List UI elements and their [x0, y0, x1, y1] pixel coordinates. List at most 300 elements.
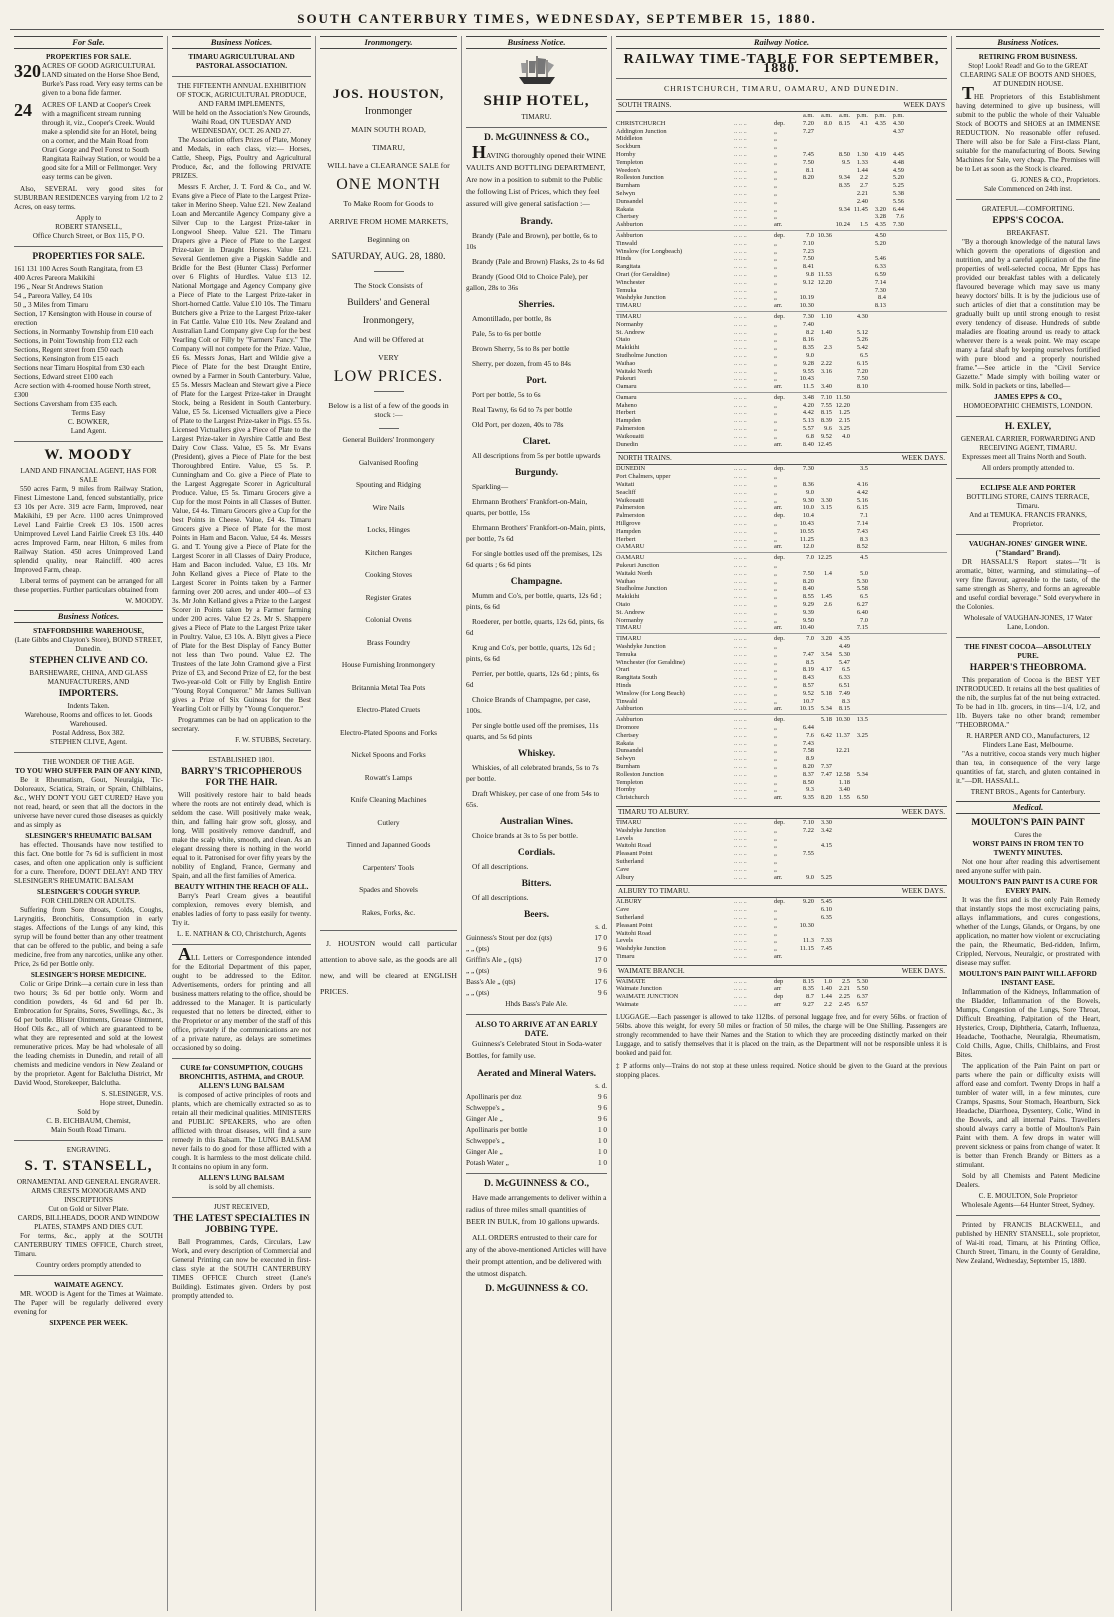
- train-time: 11.45: [853, 205, 868, 213]
- train-time: 5.18: [820, 689, 832, 697]
- train-time: [868, 394, 886, 402]
- train-time: [850, 248, 868, 256]
- leader-dots: .. .. ..: [734, 527, 747, 535]
- train-time: [886, 441, 904, 449]
- table-row: [616, 690, 947, 698]
- spacer: [774, 112, 796, 120]
- stock-item: Register Grates: [365, 592, 412, 602]
- train-time: [850, 651, 868, 659]
- station-name: TIMARU: [616, 818, 642, 826]
- item-price: [598, 1137, 607, 1146]
- ad-title: S. T. STANSELL,: [24, 1158, 153, 1174]
- train-time: [886, 279, 904, 287]
- dep-arr: arr.: [774, 383, 783, 391]
- train-time: 12.58: [835, 770, 850, 778]
- north-trains-table: [616, 465, 947, 801]
- station-name: Rakaia: [616, 205, 634, 213]
- train-time: [814, 624, 832, 632]
- train-time: 6.57: [856, 1001, 868, 1009]
- train-time: [832, 601, 850, 609]
- train-time: 11.37: [835, 731, 850, 739]
- train-time: 5.58: [856, 585, 868, 593]
- price-line: Whiskies, of all celebrated brands, 5s to 7s per bottle.: [466, 763, 599, 783]
- leader-dots: .. .. ..: [734, 562, 747, 570]
- dep-arr: dep.: [774, 393, 785, 401]
- train-time: 7.43: [856, 527, 868, 535]
- ad-signature: Wholesale of VAUGHAN-JONES, 17 Water Lane, London.: [963, 614, 1093, 631]
- stock-item: Electro-Plated Spoons and Forks: [339, 727, 438, 737]
- train-time: 2.40: [856, 197, 868, 205]
- ad-text: "As a nutritive, cocoa stands very much higher than tea, in consequence of the very large quantities of fat, starch, and gluten contained in it."—DR. HASSALL.: [956, 750, 1100, 785]
- table-row: [616, 732, 947, 740]
- train-time: [886, 294, 904, 302]
- ad-text: All orders promptly attended to.: [981, 464, 1075, 472]
- train-time: 7.30: [892, 221, 904, 229]
- price-section: [466, 880, 607, 903]
- train-time: [850, 263, 868, 271]
- price-section: [466, 301, 607, 369]
- stock-item: Tinned and Japanned Goods: [346, 840, 431, 849]
- train-time: [850, 441, 868, 449]
- table-row: [616, 945, 947, 953]
- dep-arr: dep: [774, 977, 784, 985]
- train-time: [796, 716, 814, 724]
- train-time: [814, 850, 832, 858]
- train-time: [868, 417, 886, 425]
- train-time: [814, 465, 832, 473]
- table-row: [616, 159, 947, 167]
- dep-arr: „: [774, 278, 777, 286]
- price-pence: 0: [603, 956, 607, 964]
- leader-dots: .. .. ..: [734, 689, 747, 697]
- train-time: 9.27: [802, 1001, 814, 1009]
- train-time: 7.20: [802, 119, 814, 127]
- train-time: 8.52: [856, 543, 868, 551]
- train-time: [886, 240, 904, 248]
- property-line: 50 „ 3 Miles from Timaru: [14, 301, 89, 309]
- train-time: 2.22: [820, 359, 832, 367]
- train-time: 1.44: [856, 166, 868, 174]
- train-time: [832, 489, 850, 497]
- ad-title: BARRY'S TRICOPHEROUS FOR THE HAIR.: [181, 767, 302, 788]
- train-time: 5.47: [838, 658, 850, 666]
- ad-text: The Stock Consists of: [354, 281, 423, 290]
- train-time: [832, 271, 850, 279]
- ad-text: Suffering from Sore throats, Colds, Coughs, Laryngitis, Bronchitis, Consumption in early stages. Affections of the Lungs of any kind, this syrup will be found better than any other treatment that can be offered to the public, and being a safe medicine, free from any narcotics, unlike any other. Price, 2s 6d per Bottle only.: [14, 906, 163, 968]
- dep-arr: „: [774, 432, 777, 440]
- ad-text: Beginning on: [367, 235, 410, 244]
- train-time: 9.30: [802, 496, 814, 504]
- dep-arr: arr.: [774, 504, 783, 512]
- train-time: 5.30: [856, 977, 868, 985]
- station-name: Selwyn: [616, 755, 636, 763]
- dep-arr: „: [774, 189, 777, 197]
- ad-text: "By a thorough knowledge of the natural laws which govern the operations of digestion and nutrition, and by a careful application of the fine properties of well-selected cocoa, Mr Epps has provided our breakfast tables with a delicately flavoured beverage which may save us many heavy doctors' bills. It is by the judicious use of such articles of diet that a constitution may be gradually built up until strong enough to resist every tendency of disease. Hundreds of subtle maladies are floating around us ready to attack wherever there is a weak point. We may escape many a fatal shaft by keeping ourselves fortified with pure blood and a properly nourished frame."—See article in the "Civil Service Gazette." Made simply with boiling water or milk. Sold in packets or tins, labelled—: [956, 238, 1100, 390]
- column-heading: Ironmongery.: [320, 36, 457, 49]
- train-time: [814, 159, 832, 167]
- leader-dots: .. .. ..: [734, 213, 747, 221]
- lot-number: 24: [14, 100, 32, 120]
- leader-dots: .. .. ..: [734, 674, 747, 682]
- price-line: Hhds Bass's Pale Ale.: [505, 1000, 568, 1008]
- station-name: Christchurch: [616, 794, 650, 802]
- train-time: 6.5: [860, 351, 868, 359]
- train-time: [850, 294, 868, 302]
- station-name: Hinds: [616, 255, 632, 263]
- table-row: [616, 585, 947, 593]
- train-time: 7.0: [806, 554, 814, 562]
- train-time: [832, 321, 850, 329]
- station-name: Levels: [616, 937, 634, 945]
- train-time: 7.30: [802, 312, 814, 320]
- ad-text: is composed of active principles of roots and plants, which are chemically extracted so as to retain all their medicinal qualities. MINISTERS and PUBLIC SPEAKERS, who are often afflicted with throat diseases, will find a sure remedy in this Balsam. The LUNG BALSAM never fails to do good for those afflicted with a cough. It is harmless to the most delicate child. It contains no opium in any form.: [172, 1091, 311, 1171]
- dep-arr: arr.: [774, 543, 783, 551]
- leader-dots: .. .. ..: [734, 351, 747, 359]
- divider: [374, 271, 404, 272]
- stock-item: Spouting and Ridging: [356, 480, 421, 489]
- ad-title: SIXPENCE PER WEEK.: [49, 1319, 128, 1327]
- train-time: [832, 302, 850, 310]
- train-time: 9.29: [802, 601, 814, 609]
- table-row: [616, 633, 947, 643]
- item-name: Ginger Ale „: [466, 1115, 503, 1123]
- divider: [172, 1058, 311, 1059]
- columns: [10, 36, 1104, 1611]
- station-name: Normanby: [616, 616, 644, 624]
- train-time: 1.18: [838, 778, 850, 786]
- station-name: Waikouaiti: [616, 432, 644, 440]
- train-time: 6.33: [874, 263, 886, 271]
- table-row: [616, 425, 947, 433]
- price-line: Roederer, per bottle, quarts, 12s 6d, pints, 6s 6d: [466, 617, 604, 637]
- leader-dots: .. .. ..: [734, 150, 747, 158]
- table-row: [616, 336, 947, 344]
- train-time: 11.53: [817, 270, 832, 278]
- train-time: [850, 240, 868, 248]
- dep-arr: arr.: [774, 794, 783, 802]
- train-time: [832, 240, 850, 248]
- train-time: [814, 128, 832, 136]
- property-list: [14, 265, 163, 409]
- station-name: Dunsandel: [616, 747, 644, 755]
- train-time: 7.50: [802, 255, 814, 263]
- train-time: 10.36: [817, 231, 832, 239]
- train-time: 8.55: [802, 593, 814, 601]
- price-pence: 0: [603, 934, 607, 942]
- station-name: Waimate Junction: [616, 985, 662, 993]
- train-time: 8.3: [842, 697, 850, 705]
- dep-arr: „: [774, 127, 777, 135]
- dep-arr: „: [774, 286, 777, 294]
- train-time: [814, 263, 832, 271]
- table-row: [616, 682, 947, 690]
- train-time: 2.21: [856, 189, 868, 197]
- train-time: 7.10: [820, 393, 832, 401]
- table-row: [616, 643, 947, 651]
- train-time: [886, 383, 904, 391]
- train-time: 9.39: [802, 608, 814, 616]
- station-name: Sockburn: [616, 143, 641, 151]
- ad-title: HARPER'S THEOBROMA.: [969, 663, 1087, 673]
- dep-arr: „: [774, 359, 777, 367]
- divider: [14, 752, 163, 753]
- water-list: [466, 1093, 607, 1168]
- dep-arr: „: [774, 747, 777, 755]
- leader-dots: .. .. ..: [734, 762, 747, 770]
- table-row: [616, 866, 947, 874]
- train-time: [832, 143, 850, 151]
- leader-dots: .. .. ..: [734, 320, 747, 328]
- train-time: [868, 190, 886, 198]
- ad-text: Land Agent.: [70, 427, 107, 435]
- price-line: Choice brands at 3s to 5s per bottle.: [472, 831, 578, 840]
- column-heading: Business Notice.: [466, 36, 607, 49]
- price-shillings: 17: [594, 978, 602, 986]
- station-name: St. Andrew: [616, 328, 645, 336]
- train-time: 6.33: [838, 674, 850, 682]
- train-time: 10.40: [799, 624, 814, 632]
- train-time: 1.10: [820, 312, 832, 320]
- leader-dots: .. .. ..: [734, 569, 747, 577]
- train-time: [832, 167, 850, 175]
- dep-arr: arr.: [774, 302, 783, 310]
- train-time: 7.40: [802, 320, 814, 328]
- train-time: [850, 698, 868, 706]
- train-time: 8.16: [802, 336, 814, 344]
- table-label: NORTH TRAINS.: [618, 454, 672, 463]
- station-name: Washdyke Junction: [616, 826, 666, 834]
- ad-text: Below is a list of a few of the goods in stock :—: [328, 401, 449, 419]
- train-time: [814, 481, 832, 489]
- ad-text: The Association offers Prizes of Plate, Money and Medals, in each class, viz:— Horses, Cattle, Sheep, Pigs, Poultry and Agricultural Produce, &c, and the following PRIVATE PRIZES.: [172, 136, 311, 180]
- train-time: [814, 779, 832, 787]
- dep-arr: „: [774, 270, 777, 278]
- train-time: 8.40: [802, 440, 814, 448]
- table-row: [616, 937, 947, 945]
- dep-arr: „: [774, 834, 777, 842]
- train-time: 10.15: [799, 705, 814, 713]
- station-name: Dunsandel: [616, 197, 644, 205]
- item-price: [598, 945, 607, 954]
- train-time: 5.45: [820, 898, 832, 906]
- spacer: [616, 112, 734, 120]
- station-name: Waitaki North: [616, 569, 653, 577]
- table-row: [616, 666, 947, 674]
- dep-arr: „: [774, 197, 777, 205]
- item-price: [598, 1093, 607, 1102]
- table-row: [616, 609, 947, 617]
- price-line: Ehrmann Brothers' Frankfort-on-Main, quarts, per bottle, 15s: [466, 497, 588, 517]
- train-time: [850, 143, 868, 151]
- ad-title: STEPHEN CLIVE AND CO.: [29, 656, 148, 666]
- ad-text: is sold by all chemists.: [208, 1183, 275, 1191]
- train-time: 12.45: [817, 440, 832, 448]
- train-time: 3.30: [820, 818, 832, 826]
- leader-dots: .. .. ..: [734, 818, 747, 826]
- price-line: Real Tawny, 6s 6d to 7s per bottle: [472, 405, 573, 414]
- station-name: Pleasant Point: [616, 850, 653, 858]
- table-row: [616, 543, 947, 551]
- train-time: [796, 835, 814, 843]
- dep-arr: „: [774, 929, 777, 937]
- leader-dots: .. .. ..: [734, 705, 747, 713]
- ad-address: TIMARU,: [372, 143, 405, 152]
- train-time: [886, 433, 904, 441]
- train-time: 5.38: [892, 189, 904, 197]
- train-time: [814, 953, 832, 961]
- divider: [956, 199, 1100, 200]
- table-row: [616, 842, 947, 850]
- ad-address: MAIN SOUTH ROAD,: [351, 125, 426, 134]
- train-time: 3.16: [820, 367, 832, 375]
- station-name: Selwyn: [616, 189, 636, 197]
- item-name: Schweppe's „: [466, 1137, 505, 1145]
- leader-dots: .. .. ..: [734, 205, 747, 213]
- train-time: [868, 368, 886, 376]
- leader-dots: .. .. ..: [734, 302, 747, 310]
- ad-text: For terms, &c., apply at the SOUTH CANTERBURY TIMES OFFICE, Church street, Timaru.: [14, 1232, 163, 1258]
- ad-signature: TRENT BROS., Agents for Canterbury.: [970, 788, 1086, 796]
- dep-arr: dep.: [774, 231, 785, 239]
- train-time: 2.6: [824, 601, 832, 609]
- leader-dots: .. .. ..: [734, 585, 747, 593]
- item-name: Bass's Ale „ (qts): [466, 978, 516, 986]
- column-heading: For Sale.: [14, 36, 163, 49]
- ad-title: WAIMATE AGENCY.: [53, 1281, 124, 1289]
- hotel-name: SHIP HOTEL,: [483, 93, 590, 109]
- table-row: [616, 497, 947, 505]
- leader-dots: .. .. ..: [734, 375, 747, 383]
- table-row: [616, 120, 947, 128]
- dep-arr: „: [774, 585, 777, 593]
- station-name: WAIMATE JUNCTION: [616, 993, 679, 1001]
- ad-text: Cures the: [1014, 831, 1042, 839]
- item-name: Apollinaris per doz: [466, 1093, 522, 1101]
- ad-text: Ball Programmes, Cards, Circulars, Law Work, and every description of Commercial and General Printing can now be executed in first-class style at the SOUTH CANTERBURY TIMES OFFICE Church street (Lane's Building). Estimates given. Orders by post promptly attended to.: [172, 1238, 311, 1300]
- dep-arr: „: [774, 247, 777, 255]
- dep-arr: „: [774, 375, 777, 383]
- train-time: [796, 930, 814, 938]
- train-time: [832, 570, 850, 578]
- train-time: 11.50: [835, 393, 850, 401]
- train-time: 8.37: [802, 770, 814, 778]
- ad-text: Wholesale Agents—64 Hunter Street, Sydney.: [961, 1201, 1095, 1209]
- leader-dots: .. .. ..: [734, 945, 747, 953]
- table-row: [616, 562, 947, 570]
- train-time: 7.0: [860, 616, 868, 624]
- train-time: 8.3: [860, 535, 868, 543]
- table-row: [616, 698, 947, 706]
- luggage-note: LUGGAGE.—Each passenger is allowed to take 112lbs. of personal luggage free, and for every 56lbs. or fraction of 56lbs. above this weight, for every 50 miles or fraction of 50 miles, the charge will be One Shilling. Passengers are strongly recommended to have their Names and the Station to which they are proceeding distinctly marked on their Luggage, and to satisfy themselves that it is placed on the train, as the Department will not be responsible unless it is booked and paid for.: [616, 1013, 947, 1057]
- dep-arr: „: [774, 681, 777, 689]
- leader-dots: .. .. ..: [734, 270, 747, 278]
- train-time: 8.35: [838, 182, 850, 190]
- price-row: [466, 1115, 607, 1124]
- leader-dots: .. .. ..: [734, 650, 747, 658]
- ad-address: Office Church Street, or Box 115, P O.: [32, 232, 145, 240]
- ad-signature: W. MOODY.: [125, 597, 163, 605]
- ad-subtitle: BREAKFAST.: [1006, 229, 1050, 237]
- leader-dots: .. .. ..: [734, 263, 747, 271]
- dep-arr: dep.: [774, 312, 785, 320]
- table-row: [616, 198, 947, 206]
- dep-arr: arr: [774, 985, 782, 993]
- station-name: Oamaru: [616, 393, 637, 401]
- price-pence: 6: [603, 989, 607, 997]
- leader-dots: .. .. ..: [734, 359, 747, 367]
- train-time: 6.50: [856, 794, 868, 802]
- price-line: For single bottles used off the premises, 12s 6d quarts ; 6s 6d pints: [466, 549, 603, 569]
- table-row: [616, 135, 947, 143]
- dep-arr: arr: [774, 1001, 782, 1009]
- train-time: [868, 159, 886, 167]
- train-time: [796, 906, 814, 914]
- column-business-notices-right: [952, 36, 1104, 1611]
- ad-text: Guinness's Celebrated Stout in Soda-water Bottles, for family use.: [466, 1039, 602, 1060]
- item-name: „ „ (pts): [466, 989, 490, 997]
- leader-dots: .. .. ..: [734, 166, 747, 174]
- station-name: Timaru: [616, 952, 635, 960]
- station-name: Winslow (for Long Beach): [616, 689, 685, 697]
- train-time: 7.37: [820, 762, 832, 770]
- leader-dots: .. .. ..: [734, 504, 747, 512]
- table-row: [616, 167, 947, 175]
- property-line: Sections, in Point Township from £12 each: [14, 337, 138, 345]
- stock-item: General Builders' Ironmongery: [342, 435, 435, 444]
- train-time: [832, 360, 850, 368]
- train-time: [832, 213, 850, 221]
- dep-arr: „: [774, 213, 777, 221]
- dep-arr: „: [774, 417, 777, 425]
- leader-dots: .. .. ..: [734, 127, 747, 135]
- train-time: [850, 279, 868, 287]
- train-time: 4.1: [860, 119, 868, 127]
- ad-text: Not one hour after reading this advertisement need anyone suffer with pain.: [956, 858, 1100, 875]
- train-time: [832, 287, 850, 295]
- train-time: 5.57: [802, 425, 814, 433]
- train-time: 5.13: [802, 417, 814, 425]
- dep-arr: „: [774, 263, 777, 271]
- price-line: Brandy (Pale and Brown), per bottle, 6s to 10s: [466, 231, 598, 251]
- dep-arr: „: [774, 205, 777, 213]
- train-time: 7.30: [802, 465, 814, 473]
- price-list: [466, 218, 607, 903]
- price-section: [466, 469, 607, 570]
- train-time: 9.0: [806, 873, 814, 881]
- train-time: 5.16: [856, 496, 868, 504]
- leader-dots: .. .. ..: [734, 481, 747, 489]
- train-time: 7.10: [802, 818, 814, 826]
- timetable-subtitle: CHRISTCHURCH, TIMARU, OAMARU, AND DUNEDIN.: [663, 84, 900, 93]
- dep-arr: „: [774, 762, 777, 770]
- leader-dots: .. .. ..: [734, 473, 747, 481]
- table-row: [616, 279, 947, 287]
- dep-arr: „: [774, 535, 777, 543]
- table-row: [616, 329, 947, 337]
- station-name: TIMARU: [616, 624, 642, 632]
- table-row: [616, 819, 947, 827]
- train-time: [832, 329, 850, 337]
- dep-arr: dep.: [774, 898, 785, 906]
- leader-dots: .. .. ..: [734, 286, 747, 294]
- train-time: [850, 763, 868, 771]
- table-row: [616, 375, 947, 383]
- table-header: [616, 99, 947, 112]
- firm-name: D. McGUINNESS & CO.: [485, 1284, 588, 1294]
- station-name: OAMARU: [616, 543, 645, 551]
- train-time: [814, 674, 832, 682]
- ad-text: Have made arrangements to deliver within a radius of three miles small quantities of BEER IN BULK, from 10 gallons upwards.: [466, 1193, 607, 1226]
